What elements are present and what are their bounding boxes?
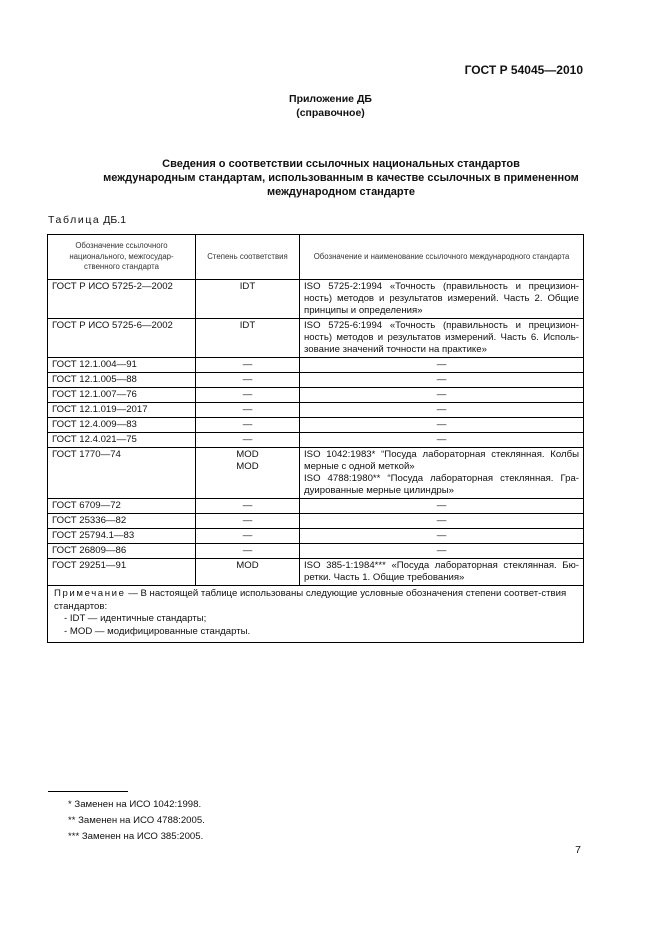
- cell-international-standard: [300, 319, 584, 358]
- international-standard-text: —: [436, 545, 447, 556]
- cell-international-standard: [300, 433, 584, 448]
- column-header-international-standard: Обозначение и наименование ссылочного международного стандарта: [300, 235, 584, 280]
- appendix-label: Приложение ДБ: [289, 93, 372, 105]
- table-row: [48, 559, 584, 586]
- table-row: [48, 529, 584, 544]
- table-row: [48, 388, 584, 403]
- cell-degree: [196, 559, 300, 586]
- cell-international-standard: [300, 544, 584, 559]
- cell-degree: [196, 529, 300, 544]
- table-row: [48, 319, 584, 358]
- cell-degree: [196, 358, 300, 373]
- section-heading: [50, 157, 632, 199]
- cell-degree: [196, 544, 300, 559]
- degree-value: —: [242, 374, 253, 385]
- column-header-degree: Степень соответствия: [196, 235, 300, 280]
- cell-international-standard: [300, 388, 584, 403]
- international-standard-text: ISO 5725-6:1994 «Точность (правильность и прецизион-ность) методов и результатов измерений. Часть 6. Исполь-зование значений точности на практике»: [304, 320, 579, 355]
- footnote: * Заменен на ИСО 1042:1998.: [68, 799, 202, 810]
- degree-value: —: [242, 419, 253, 430]
- international-standard-text: ISO 4788:1980** “Посуда лабораторная стеклянная. Гра-дуированные мерные цилиндры»: [304, 473, 579, 496]
- cell-international-standard: [300, 418, 584, 433]
- table-row: [48, 448, 584, 499]
- degree-value: —: [242, 359, 253, 370]
- degree-value: —: [242, 545, 253, 556]
- cell-national-standard: ГОСТ 12.1.004—91: [48, 358, 196, 373]
- cell-degree: [196, 448, 300, 499]
- cell-national-standard: ГОСТ 12.1.007—76: [48, 388, 196, 403]
- cell-national-standard: ГОСТ 12.4.021—75: [48, 433, 196, 448]
- cell-international-standard: [300, 403, 584, 418]
- table-row: [48, 358, 584, 373]
- degree-value: MOD: [236, 461, 259, 472]
- table-caption-id: ДБ.1: [103, 214, 127, 226]
- international-standard-text: —: [436, 389, 447, 400]
- cell-degree: [196, 499, 300, 514]
- cell-international-standard: [300, 559, 584, 586]
- degree-value: MOD: [236, 560, 259, 571]
- heading-line: Сведения о соответствии ссылочных национальных стандартов: [162, 158, 520, 170]
- cell-degree: [196, 373, 300, 388]
- cell-degree: [196, 280, 300, 319]
- table-row: [48, 544, 584, 559]
- international-standard-text: ISO 5725-2:1994 «Точность (правильность и прецизион-ность) методов и результатов измерений. Часть 2. Общие принципы и определения»: [304, 281, 579, 316]
- footnote: *** Заменен на ИСО 385:2005.: [68, 831, 204, 842]
- table-caption-prefix: Таблица: [48, 214, 101, 226]
- international-standard-text: —: [436, 419, 447, 430]
- international-standard-text: —: [436, 515, 447, 526]
- note-text: — В настоящей таблице использованы следующие условные обозначения степени соответ-ствия стандартов:: [54, 588, 567, 612]
- table-row: [48, 403, 584, 418]
- appendix-type: (справочное): [296, 107, 365, 119]
- cell-international-standard: [300, 529, 584, 544]
- table-caption: [48, 214, 126, 226]
- document-code: ГОСТ Р 54045—2010: [464, 63, 583, 77]
- cell-national-standard: ГОСТ 25336—82: [48, 514, 196, 529]
- degree-value: IDT: [239, 320, 256, 331]
- note-label: Примечание: [54, 588, 126, 599]
- cell-international-standard: [300, 280, 584, 319]
- degree-value: —: [242, 404, 253, 415]
- table-header-row: [48, 235, 584, 280]
- cell-national-standard: ГОСТ 26809—86: [48, 544, 196, 559]
- table-note-row: [48, 586, 584, 643]
- international-standard-text: —: [436, 530, 447, 541]
- cell-degree: [196, 418, 300, 433]
- table-note: [48, 586, 584, 643]
- cell-international-standard: [300, 514, 584, 529]
- table-row: [48, 280, 584, 319]
- degree-value: —: [242, 530, 253, 541]
- cell-national-standard: ГОСТ 12.4.009—83: [48, 418, 196, 433]
- cell-national-standard: ГОСТ 1770—74: [48, 448, 196, 499]
- cell-international-standard: [300, 499, 584, 514]
- table-row: [48, 499, 584, 514]
- cell-degree: [196, 319, 300, 358]
- footnote: ** Заменен на ИСО 4788:2005.: [68, 815, 205, 826]
- cell-international-standard: [300, 358, 584, 373]
- standards-table: [47, 234, 584, 643]
- heading-line: международном стандарте: [266, 186, 416, 198]
- cell-degree: [196, 514, 300, 529]
- heading-line: международным стандартам, использованным в качестве ссылочных в примененном: [103, 172, 579, 184]
- footnotes: [68, 797, 205, 845]
- cell-degree: [196, 433, 300, 448]
- degree-value: —: [242, 500, 253, 511]
- international-standard-text: —: [436, 359, 447, 370]
- table-body: [48, 280, 584, 586]
- appendix-title: [0, 92, 661, 120]
- cell-degree: [196, 388, 300, 403]
- cell-national-standard: ГОСТ 12.1.019—2017: [48, 403, 196, 418]
- table-row: [48, 373, 584, 388]
- column-header-national-standard: Обозначение ссылочного национального, межгосудар-ственного стандарта: [48, 235, 196, 280]
- international-standard-text: —: [436, 374, 447, 385]
- degree-value: MOD: [236, 449, 259, 460]
- cell-international-standard: [300, 448, 584, 499]
- note-item: - IDT — идентичные стандарты;: [64, 613, 207, 624]
- cell-national-standard: ГОСТ 6709—72: [48, 499, 196, 514]
- degree-value: IDT: [239, 281, 256, 292]
- international-standard-text: ISO 385-1:1984*** «Посуда лабораторная стеклянная. Бю-ретки. Часть 1. Общие требования»: [304, 560, 579, 583]
- table-row: [48, 418, 584, 433]
- cell-national-standard: ГОСТ Р ИСО 5725-2—2002: [48, 280, 196, 319]
- international-standard-text: ISO 1042:1983* “Посуда лабораторная стеклянная. Колбы мерные с одной меткой»: [304, 449, 579, 472]
- degree-value: —: [242, 434, 253, 445]
- page-number: 7: [575, 844, 581, 856]
- international-standard-text: —: [436, 404, 447, 415]
- international-standard-text: —: [436, 434, 447, 445]
- international-standard-text: —: [436, 500, 447, 511]
- cell-national-standard: ГОСТ 25794.1—83: [48, 529, 196, 544]
- cell-national-standard: ГОСТ 29251—91: [48, 559, 196, 586]
- table-row: [48, 433, 584, 448]
- cell-degree: [196, 403, 300, 418]
- cell-national-standard: ГОСТ Р ИСО 5725-6—2002: [48, 319, 196, 358]
- degree-value: —: [242, 515, 253, 526]
- table-row: [48, 514, 584, 529]
- cell-national-standard: ГОСТ 12.1.005—88: [48, 373, 196, 388]
- footnote-divider: [48, 791, 128, 792]
- cell-international-standard: [300, 373, 584, 388]
- degree-value: —: [242, 389, 253, 400]
- note-item: - MOD — модифицированные стандарты.: [64, 625, 251, 637]
